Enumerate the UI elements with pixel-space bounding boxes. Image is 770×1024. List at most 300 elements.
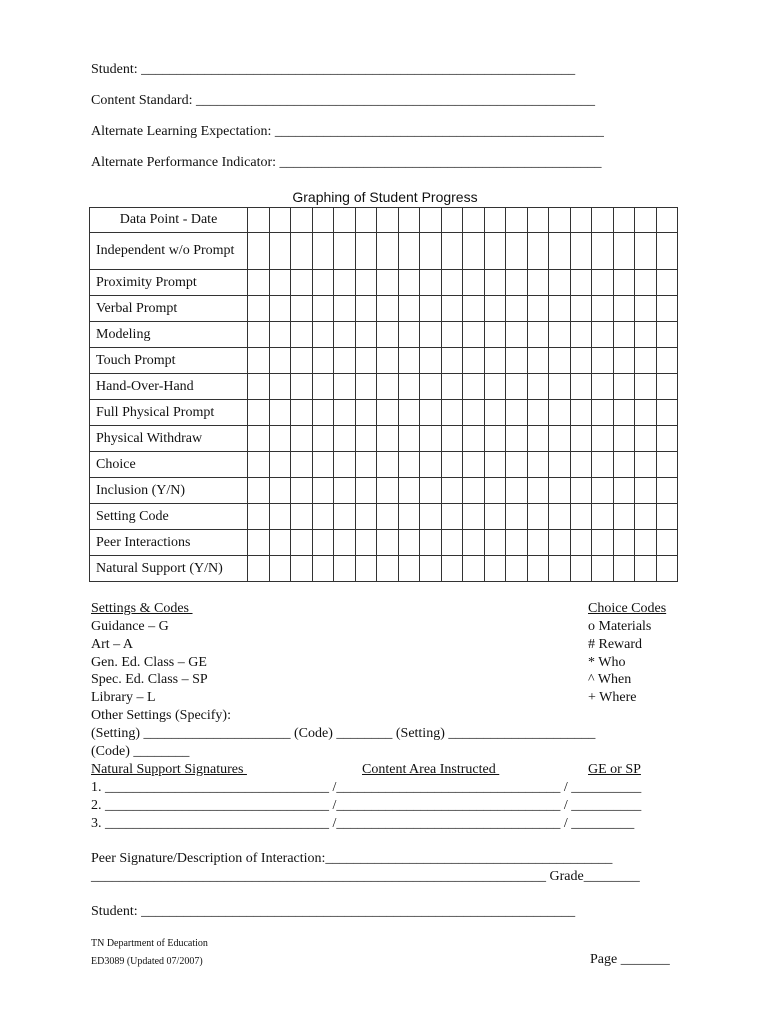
grid-cell[interactable] xyxy=(398,208,420,233)
grid-cell[interactable] xyxy=(377,556,399,582)
grid-cell[interactable] xyxy=(355,208,377,233)
grid-cell[interactable] xyxy=(312,208,334,233)
grid-cell[interactable] xyxy=(398,504,420,530)
grid-cell[interactable] xyxy=(463,400,485,426)
grid-cell[interactable] xyxy=(291,296,313,322)
grid-cell[interactable] xyxy=(613,478,635,504)
grid-cell[interactable] xyxy=(269,400,291,426)
grid-cell[interactable] xyxy=(635,322,657,348)
grid-cell[interactable] xyxy=(656,452,678,478)
grid-cell[interactable] xyxy=(484,322,506,348)
grid-cell[interactable] xyxy=(248,556,270,582)
grid-cell[interactable] xyxy=(398,296,420,322)
grid-cell[interactable] xyxy=(484,452,506,478)
row-label: Touch Prompt xyxy=(90,348,248,374)
grid-cell[interactable] xyxy=(656,270,678,296)
grid-cell[interactable] xyxy=(484,530,506,556)
grid-cell[interactable] xyxy=(592,478,614,504)
grid-cell[interactable] xyxy=(570,208,592,233)
grid-cell[interactable] xyxy=(355,556,377,582)
grid-cell[interactable] xyxy=(592,348,614,374)
grid-cell[interactable] xyxy=(334,233,356,270)
progress-grid xyxy=(89,207,678,582)
grid-cell[interactable] xyxy=(248,374,270,400)
grid-cell[interactable] xyxy=(398,556,420,582)
grid-cell[interactable] xyxy=(484,208,506,233)
grid-cell[interactable] xyxy=(506,530,528,556)
grid-cell[interactable] xyxy=(635,556,657,582)
grid-cell[interactable] xyxy=(549,400,571,426)
grid-cell[interactable] xyxy=(269,322,291,348)
grid-cell[interactable] xyxy=(398,322,420,348)
grid-cell[interactable] xyxy=(248,322,270,348)
grid-cell[interactable] xyxy=(656,233,678,270)
grid-cell[interactable] xyxy=(377,452,399,478)
grid-cell[interactable] xyxy=(377,426,399,452)
grid-cell[interactable] xyxy=(334,556,356,582)
grid-cell[interactable] xyxy=(506,322,528,348)
grid-cell[interactable] xyxy=(484,348,506,374)
grid-cell[interactable] xyxy=(248,426,270,452)
grid-cell[interactable] xyxy=(463,322,485,348)
grid-cell[interactable] xyxy=(635,374,657,400)
grid-row xyxy=(90,504,678,530)
grid-cell[interactable] xyxy=(570,530,592,556)
graph-title: Graphing of Student Progress xyxy=(292,189,478,205)
grid-cell[interactable] xyxy=(635,400,657,426)
grid-cell[interactable] xyxy=(441,556,463,582)
grid-cell[interactable] xyxy=(592,208,614,233)
grid-cell[interactable] xyxy=(312,504,334,530)
grid-cell[interactable] xyxy=(334,504,356,530)
choice-code-item: + Where xyxy=(588,690,637,705)
grid-cell[interactable] xyxy=(441,504,463,530)
grid-cell[interactable] xyxy=(377,374,399,400)
grid-cell[interactable] xyxy=(484,504,506,530)
grid-cell[interactable] xyxy=(635,478,657,504)
grid-cell[interactable] xyxy=(441,452,463,478)
grid-cell[interactable] xyxy=(248,270,270,296)
grid-cell[interactable] xyxy=(377,400,399,426)
grid-cell[interactable] xyxy=(420,400,442,426)
grid-cell[interactable] xyxy=(527,374,549,400)
grid-cell[interactable] xyxy=(248,478,270,504)
grid-cell[interactable] xyxy=(506,233,528,270)
grid-cell[interactable] xyxy=(420,556,442,582)
grid-cell[interactable] xyxy=(613,348,635,374)
grid-cell[interactable] xyxy=(592,374,614,400)
grid-cell[interactable] xyxy=(463,348,485,374)
grid-cell[interactable] xyxy=(592,530,614,556)
grid-cell[interactable] xyxy=(484,233,506,270)
grid-cell[interactable] xyxy=(463,233,485,270)
grid-cell[interactable] xyxy=(269,233,291,270)
grid-cell[interactable] xyxy=(527,504,549,530)
grade-line: _________________________________________________________________ Grade________ xyxy=(91,869,640,884)
grid-cell[interactable] xyxy=(334,348,356,374)
grid-cell[interactable] xyxy=(398,530,420,556)
grid-cell[interactable] xyxy=(269,374,291,400)
grid-cell[interactable] xyxy=(398,400,420,426)
grid-cell[interactable] xyxy=(506,504,528,530)
grid-cell[interactable] xyxy=(248,348,270,374)
grid-cell[interactable] xyxy=(656,296,678,322)
grid-cell[interactable] xyxy=(549,208,571,233)
grid-cell[interactable] xyxy=(656,400,678,426)
grid-cell[interactable] xyxy=(291,208,313,233)
peer-signature-line: Peer Signature/Description of Interaction:_________________________________________ xyxy=(91,851,613,866)
grid-cell[interactable] xyxy=(291,270,313,296)
grid-cell[interactable] xyxy=(549,426,571,452)
grid-cell[interactable] xyxy=(527,348,549,374)
grid-cell[interactable] xyxy=(656,374,678,400)
grid-cell[interactable] xyxy=(441,348,463,374)
grid-cell[interactable] xyxy=(269,452,291,478)
grid-cell[interactable] xyxy=(656,556,678,582)
grid-cell[interactable] xyxy=(420,452,442,478)
grid-row xyxy=(90,478,678,504)
grid-cell[interactable] xyxy=(592,270,614,296)
grid-cell[interactable] xyxy=(549,322,571,348)
choice-codes-heading: Choice Codes xyxy=(588,601,667,616)
grid-cell[interactable] xyxy=(656,322,678,348)
grid-cell[interactable] xyxy=(549,530,571,556)
grid-cell[interactable] xyxy=(549,348,571,374)
grid-cell[interactable] xyxy=(312,322,334,348)
grid-cell[interactable] xyxy=(527,233,549,270)
grid-cell[interactable] xyxy=(312,478,334,504)
grid-cell[interactable] xyxy=(592,426,614,452)
grid-cell[interactable] xyxy=(441,530,463,556)
grid-cell[interactable] xyxy=(355,478,377,504)
grid-cell[interactable] xyxy=(506,208,528,233)
grid-cell[interactable] xyxy=(312,400,334,426)
grid-cell[interactable] xyxy=(463,208,485,233)
grid-cell[interactable] xyxy=(269,556,291,582)
grid-cell[interactable] xyxy=(269,478,291,504)
grid-cell[interactable] xyxy=(420,530,442,556)
grid-cell[interactable] xyxy=(248,400,270,426)
grid-cell[interactable] xyxy=(527,296,549,322)
grid-cell[interactable] xyxy=(570,296,592,322)
grid-cell[interactable] xyxy=(377,270,399,296)
grid-cell[interactable] xyxy=(441,296,463,322)
grid-cell[interactable] xyxy=(570,556,592,582)
grid-cell[interactable] xyxy=(549,374,571,400)
grid-cell[interactable] xyxy=(291,452,313,478)
grid-cell[interactable] xyxy=(355,348,377,374)
grid-cell[interactable] xyxy=(592,296,614,322)
grid-cell[interactable] xyxy=(506,556,528,582)
grid-cell[interactable] xyxy=(613,270,635,296)
grid-cell[interactable] xyxy=(613,374,635,400)
grid-cell[interactable] xyxy=(420,208,442,233)
grid-row xyxy=(90,233,678,270)
grid-cell[interactable] xyxy=(570,426,592,452)
grid-cell[interactable] xyxy=(463,426,485,452)
grid-cell[interactable] xyxy=(269,296,291,322)
grid-cell[interactable] xyxy=(269,208,291,233)
grid-cell[interactable] xyxy=(420,233,442,270)
grid-cell[interactable] xyxy=(377,233,399,270)
setting-item: Art – A xyxy=(91,637,133,652)
grid-row xyxy=(90,426,678,452)
grid-cell[interactable] xyxy=(312,452,334,478)
grid-cell[interactable] xyxy=(484,478,506,504)
grid-cell[interactable] xyxy=(398,452,420,478)
grid-cell[interactable] xyxy=(635,348,657,374)
grid-cell[interactable] xyxy=(463,556,485,582)
grid-cell[interactable] xyxy=(613,504,635,530)
grid-cell[interactable] xyxy=(355,400,377,426)
grid-cell[interactable] xyxy=(355,426,377,452)
grid-cell[interactable] xyxy=(355,452,377,478)
grid-cell[interactable] xyxy=(312,270,334,296)
grid-cell[interactable] xyxy=(334,426,356,452)
grid-cell[interactable] xyxy=(527,208,549,233)
grid-cell[interactable] xyxy=(527,530,549,556)
grid-cell[interactable] xyxy=(377,322,399,348)
grid-cell[interactable] xyxy=(291,556,313,582)
grid-cell[interactable] xyxy=(635,208,657,233)
grid-cell[interactable] xyxy=(635,296,657,322)
grid-cell[interactable] xyxy=(377,296,399,322)
grid-cell[interactable] xyxy=(570,348,592,374)
grid-cell[interactable] xyxy=(420,348,442,374)
grid-cell[interactable] xyxy=(570,322,592,348)
grid-cell[interactable] xyxy=(441,208,463,233)
footer-student-line: Student: ______________________________________________________________ xyxy=(91,904,576,919)
grid-cell[interactable] xyxy=(248,296,270,322)
grid-cell[interactable] xyxy=(420,270,442,296)
grid-cell[interactable] xyxy=(570,233,592,270)
grid-cell[interactable] xyxy=(355,322,377,348)
grid-cell[interactable] xyxy=(355,270,377,296)
grid-cell[interactable] xyxy=(592,504,614,530)
grid-cell[interactable] xyxy=(592,233,614,270)
grid-cell[interactable] xyxy=(248,452,270,478)
grid-cell[interactable] xyxy=(656,208,678,233)
grid-cell[interactable] xyxy=(248,208,270,233)
grid-cell[interactable] xyxy=(463,270,485,296)
grid-cell[interactable] xyxy=(463,530,485,556)
grid-cell[interactable] xyxy=(484,270,506,296)
grid-cell[interactable] xyxy=(592,452,614,478)
grid-cell[interactable] xyxy=(656,530,678,556)
grid-cell[interactable] xyxy=(635,504,657,530)
setting-code-line: (Setting) _____________________ (Code) ________ (Setting) _____________________ xyxy=(91,726,596,741)
grid-cell[interactable] xyxy=(398,478,420,504)
grid-cell[interactable] xyxy=(527,270,549,296)
grid-cell[interactable] xyxy=(334,374,356,400)
grid-cell[interactable] xyxy=(269,426,291,452)
grid-cell[interactable] xyxy=(269,270,291,296)
grid-cell[interactable] xyxy=(613,452,635,478)
grid-cell[interactable] xyxy=(570,374,592,400)
grid-cell[interactable] xyxy=(355,504,377,530)
grid-cell[interactable] xyxy=(291,504,313,530)
grid-cell[interactable] xyxy=(527,478,549,504)
grid-cell[interactable] xyxy=(377,504,399,530)
grid-cell[interactable] xyxy=(506,296,528,322)
grid-cell[interactable] xyxy=(484,426,506,452)
grid-cell[interactable] xyxy=(312,296,334,322)
grid-cell[interactable] xyxy=(291,348,313,374)
grid-cell[interactable] xyxy=(570,270,592,296)
grid-cell[interactable] xyxy=(291,233,313,270)
grid-row xyxy=(90,452,678,478)
grid-cell[interactable] xyxy=(527,556,549,582)
grid-cell[interactable] xyxy=(506,348,528,374)
grid-cell[interactable] xyxy=(269,504,291,530)
grid-cell[interactable] xyxy=(570,504,592,530)
grid-cell[interactable] xyxy=(613,556,635,582)
grid-cell[interactable] xyxy=(441,478,463,504)
alternate-performance-indicator-line: Alternate Performance Indicator: ______________________________________________ xyxy=(91,155,602,170)
grid-cell[interactable] xyxy=(484,374,506,400)
grid-cell[interactable] xyxy=(506,426,528,452)
grid-cell[interactable] xyxy=(398,233,420,270)
grid-cell[interactable] xyxy=(463,296,485,322)
grid-cell[interactable] xyxy=(420,322,442,348)
grid-cell[interactable] xyxy=(592,322,614,348)
grid-cell[interactable] xyxy=(269,348,291,374)
grid-cell[interactable] xyxy=(398,270,420,296)
grid-cell[interactable] xyxy=(613,233,635,270)
grid-cell[interactable] xyxy=(377,208,399,233)
grid-cell[interactable] xyxy=(506,374,528,400)
grid-cell[interactable] xyxy=(441,400,463,426)
grid-cell[interactable] xyxy=(334,270,356,296)
grid-cell[interactable] xyxy=(527,452,549,478)
grid-cell[interactable] xyxy=(312,374,334,400)
grid-cell[interactable] xyxy=(463,452,485,478)
grid-cell[interactable] xyxy=(334,322,356,348)
grid-cell[interactable] xyxy=(635,270,657,296)
grid-cell[interactable] xyxy=(656,348,678,374)
grid-cell[interactable] xyxy=(441,426,463,452)
natural-support-signatures-heading: Natural Support Signatures xyxy=(91,762,247,777)
grid-row xyxy=(90,530,678,556)
grid-cell[interactable] xyxy=(398,348,420,374)
grid-cell[interactable] xyxy=(291,478,313,504)
grid-cell[interactable] xyxy=(592,400,614,426)
grid-cell[interactable] xyxy=(656,504,678,530)
grid-cell[interactable] xyxy=(484,556,506,582)
choice-code-item: o Materials xyxy=(588,619,652,634)
grid-cell[interactable] xyxy=(248,233,270,270)
grid-cell[interactable] xyxy=(334,400,356,426)
grid-cell[interactable] xyxy=(463,478,485,504)
grid-cell[interactable] xyxy=(355,233,377,270)
grid-cell[interactable] xyxy=(656,478,678,504)
grid-cell[interactable] xyxy=(334,296,356,322)
grid-cell[interactable] xyxy=(463,374,485,400)
grid-cell[interactable] xyxy=(635,452,657,478)
grid-cell[interactable] xyxy=(312,233,334,270)
grid-cell[interactable] xyxy=(334,208,356,233)
grid-cell[interactable] xyxy=(506,452,528,478)
grid-cell[interactable] xyxy=(312,426,334,452)
grid-cell[interactable] xyxy=(527,322,549,348)
grid-cell[interactable] xyxy=(549,296,571,322)
grid-cell[interactable] xyxy=(291,400,313,426)
grid-cell[interactable] xyxy=(398,374,420,400)
grid-cell[interactable] xyxy=(291,530,313,556)
grid-cell[interactable] xyxy=(635,233,657,270)
grid-cell[interactable] xyxy=(312,530,334,556)
grid-cell[interactable] xyxy=(441,322,463,348)
grid-cell[interactable] xyxy=(635,530,657,556)
grid-cell[interactable] xyxy=(420,504,442,530)
grid-cell[interactable] xyxy=(334,530,356,556)
grid-cell[interactable] xyxy=(656,426,678,452)
grid-cell[interactable] xyxy=(441,270,463,296)
grid-cell[interactable] xyxy=(570,452,592,478)
grid-cell[interactable] xyxy=(420,426,442,452)
grid-cell[interactable] xyxy=(613,322,635,348)
grid-cell[interactable] xyxy=(613,296,635,322)
grid-cell[interactable] xyxy=(549,556,571,582)
grid-cell[interactable] xyxy=(334,478,356,504)
grid-cell[interactable] xyxy=(377,478,399,504)
grid-cell[interactable] xyxy=(549,233,571,270)
grid-cell[interactable] xyxy=(398,426,420,452)
grid-cell[interactable] xyxy=(420,478,442,504)
grid-cell[interactable] xyxy=(613,426,635,452)
grid-cell[interactable] xyxy=(441,233,463,270)
grid-cell[interactable] xyxy=(527,426,549,452)
grid-cell[interactable] xyxy=(506,478,528,504)
grid-cell[interactable] xyxy=(592,556,614,582)
grid-cell[interactable] xyxy=(291,374,313,400)
grid-cell[interactable] xyxy=(570,478,592,504)
grid-cell[interactable] xyxy=(484,400,506,426)
grid-cell[interactable] xyxy=(506,270,528,296)
alternate-learning-expectation-line: Alternate Learning Expectation: _______________________________________________ xyxy=(91,124,604,139)
grid-cell[interactable] xyxy=(635,426,657,452)
grid-cell[interactable] xyxy=(549,478,571,504)
grid-cell[interactable] xyxy=(441,374,463,400)
grid-cell[interactable] xyxy=(355,296,377,322)
grid-cell[interactable] xyxy=(312,348,334,374)
grid-cell[interactable] xyxy=(570,400,592,426)
grid-cell[interactable] xyxy=(420,296,442,322)
grid-cell[interactable] xyxy=(269,530,291,556)
grid-cell[interactable] xyxy=(613,530,635,556)
grid-cell[interactable] xyxy=(248,504,270,530)
grid-cell[interactable] xyxy=(613,400,635,426)
grid-cell[interactable] xyxy=(463,504,485,530)
grid-cell[interactable] xyxy=(549,452,571,478)
grid-cell[interactable] xyxy=(527,400,549,426)
grid-cell[interactable] xyxy=(613,208,635,233)
grid-cell[interactable] xyxy=(355,374,377,400)
grid-cell[interactable] xyxy=(377,530,399,556)
grid-cell[interactable] xyxy=(312,556,334,582)
grid-cell[interactable] xyxy=(549,270,571,296)
grid-cell[interactable] xyxy=(291,322,313,348)
grid-cell[interactable] xyxy=(248,530,270,556)
grid-cell[interactable] xyxy=(334,452,356,478)
grid-cell[interactable] xyxy=(420,374,442,400)
grid-cell[interactable] xyxy=(549,504,571,530)
grid-cell[interactable] xyxy=(484,296,506,322)
grid-cell[interactable] xyxy=(506,400,528,426)
grid-cell[interactable] xyxy=(291,426,313,452)
grid-cell[interactable] xyxy=(377,348,399,374)
grid-cell[interactable] xyxy=(355,530,377,556)
